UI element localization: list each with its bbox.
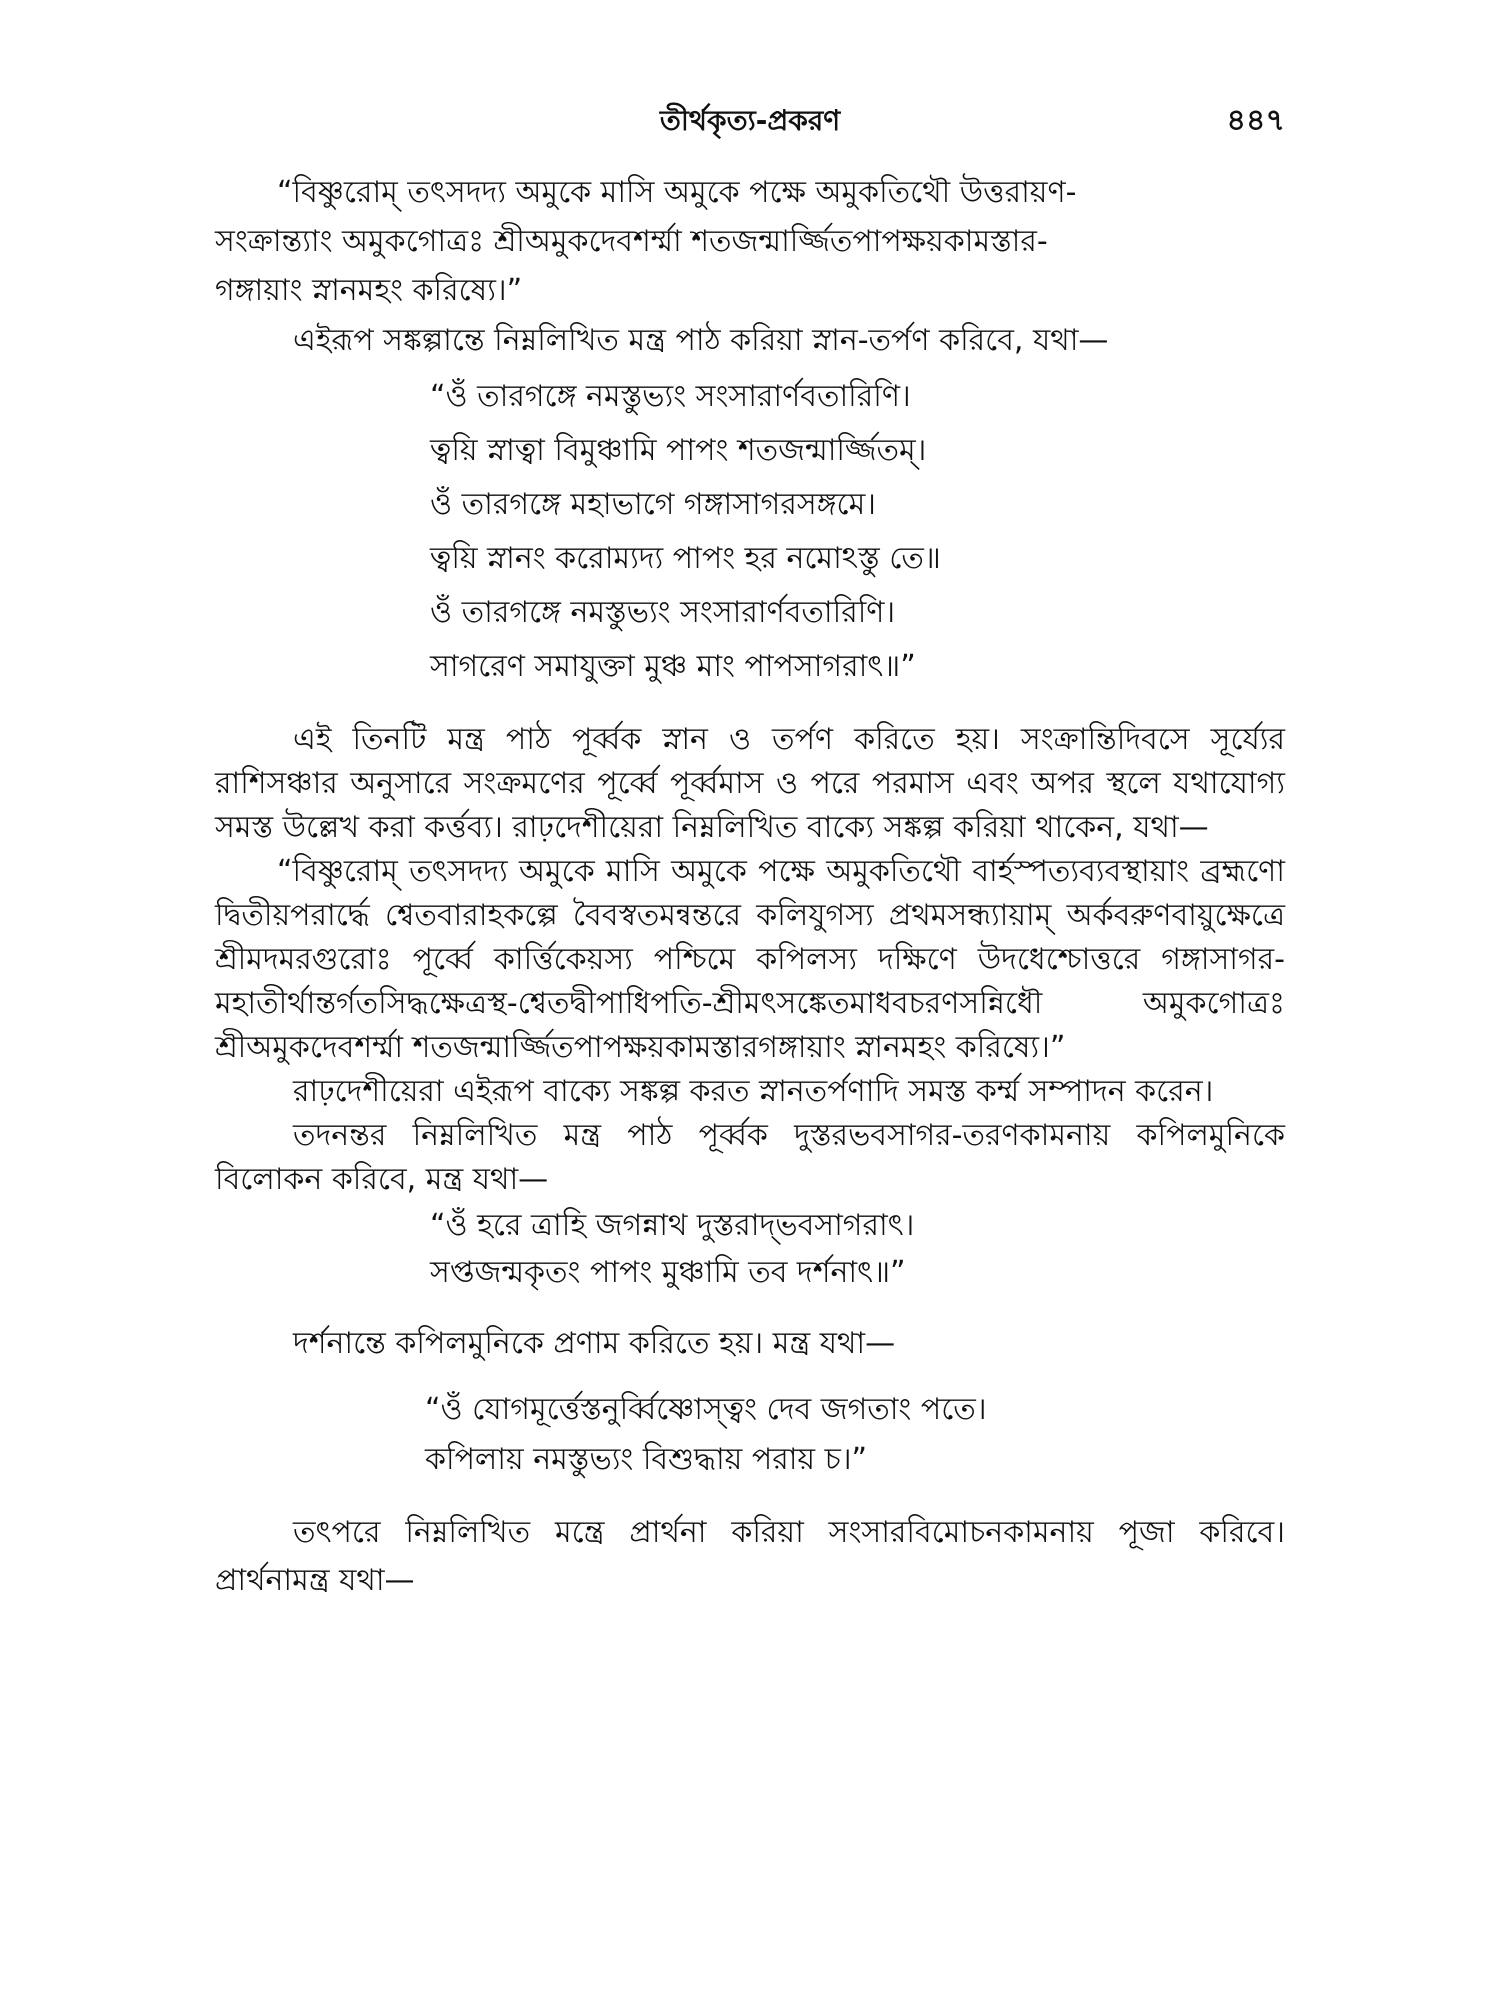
instruction-paragraph-3: রাঢ়দেশীয়েরা এইরূপ বাক্যে সঙ্কল্প করত স্নানতর্পণাদি সমস্ত কর্ম্ম সম্পাদন করেন।	[293, 1074, 1214, 1109]
verse-line: “ওঁ হরে ত্রাহি জগন্নাথ দুস্তরাদ্‌ভবসাগরাৎ।	[430, 1208, 915, 1243]
mantra-verse-3	[425, 1385, 1285, 1485]
verse-line: ওঁ তারগঙ্গে নমস্তুভ্যং সংসারার্ণবতারিণি।	[430, 595, 896, 630]
verse-line: “ওঁ তারগঙ্গে নমস্তুভ্যং সংসারার্ণবতারিণি।	[430, 379, 911, 414]
text-line: গঙ্গায়াং স্নানমহং করিষ্যে।”	[215, 273, 523, 308]
mantra-verse-2	[430, 1202, 1285, 1296]
running-title: তীর্থকৃত্য-প্রকরণ	[659, 104, 841, 137]
text-line: সংক্রান্ত্যাং অমুকগোত্রঃ শ্রীঅমুকদেবশর্ম্মা শতজন্মার্জ্জিতপাপক্ষয়কামস্তার-	[215, 224, 1048, 259]
instruction-paragraph-2: এই তিনটি মন্ত্র পাঠ পূর্ব্বক স্নান ও তর্পণ করিতে হয়। সংক্রান্তিদিবসে সূর্য্যের রাশিসঞ্চার অনুসারে সংক্রমণের পূর্ব্বে পূর্ব্বমাস ও পরে পরমাস এবং অপর স্থলে যথাযোগ্য সমস্ত উল্লেখ করা কর্ত্তব্য। রাঢ়দেশীয়েরা নিম্নলিখিত বাক্যে সঙ্কল্প করিয়া থাকেন, যথা—	[215, 722, 1285, 845]
verse-line: ত্বয়ি স্নাত্বা বিমুঞ্চামি পাপং শতজন্মার্জ্জিতম্।	[430, 433, 927, 468]
verse-line: কপিলায় নমস্তুভ্যং বিশুদ্ধায় পরায় চ।”	[425, 1442, 868, 1477]
page-header	[215, 96, 1285, 146]
mantra-verse-1	[430, 370, 1285, 694]
page-number: ৪৪৭	[1226, 103, 1285, 138]
verse-line: সাগরেণ সমাযুক্তা মুঞ্চ মাং পাপসাগরাৎ॥”	[430, 649, 916, 684]
instruction-paragraph-6: তৎপরে নিম্নলিখিত মন্ত্রে প্রার্থনা করিয়া সংসারবিমোচনকামনায় পূজা করিবে। প্রার্থনামন্ত্র যথা—	[215, 1515, 1285, 1598]
verse-line: “ওঁ যোগমূর্ত্তেস্তনুর্ব্বিষ্ণোস্ত্বং দেব জগতাং পতে।	[425, 1392, 987, 1427]
instruction-paragraph-1: এইরূপ সঙ্কল্পান্তে নিম্নলিখিত মন্ত্র পাঠ করিয়া স্নান-তর্পণ করিবে, যথা—	[293, 323, 1109, 358]
sankalpa-paragraph-2: “বিষ্ণুরোম্ তৎসদদ্য অমুকে মাসি অমুকে পক্ষে অমুকতিথৌ বার্হস্পত্যব্যবস্থায়াং ব্রহ্মণো দ্বিতীয়পরার্দ্ধে শ্বেতবারাহকল্পে বৈবস্বতমন্বন্তরে কলিযুগস্য প্রথমসন্ধ্যায়াম্ অর্কবরুণবায়ুক্ষেত্রে শ্রীমদমরগুরোঃ পূর্ব্বে কার্ত্তিকেয়স্য পশ্চিমে কপিলস্য দক্ষিণে উদধেশ্চোত্তরে গঙ্গাসাগর-মহাতীর্থান্তর্গতসিদ্ধক্ষেত্রস্থ-শ্বেতদ্বীপাধিপতি-শ্রীমৎসঙ্কেতমাধবচরণসন্নিধৌ অমুকগোত্রঃ শ্রীঅমুকদেবশর্ম্মা শতজন্মার্জ্জিতপাপক্ষয়কামস্তারগঙ্গায়াং স্নানমহং করিষ্যে।”	[215, 854, 1285, 1065]
page-body	[215, 168, 1285, 1605]
text-line: “বিষ্ণুরোম্ তৎসদদ্য অমুকে মাসি অমুকে পক্ষে অমুকতিথৌ উত্তরায়ণ-	[277, 175, 1077, 210]
sankalpa-paragraph-1	[215, 168, 1285, 315]
verse-line: ওঁ তারগঙ্গে মহাভাগে গঙ্গাসাগরসঙ্গমে।	[430, 487, 876, 522]
instruction-paragraph-4: তদনন্তর নিম্নলিখিত মন্ত্র পাঠ পূর্ব্বক দুস্তরভবসাগর-তরণকামনায় কপিলমুনিকে বিলোকন করিবে, মন্ত্র যথা—	[215, 1118, 1285, 1197]
verse-line: ত্বয়ি স্নানং করোম্যদ্য পাপং হর নমোঽস্তু তে॥	[430, 541, 941, 576]
instruction-paragraph-5: দর্শনান্তে কপিলমুনিকে প্রণাম করিতে হয়। মন্ত্র যথা—	[293, 1326, 896, 1361]
verse-line: সপ্তজন্মকৃতং পাপং মুঞ্চামি তব দর্শনাৎ॥”	[430, 1255, 906, 1290]
